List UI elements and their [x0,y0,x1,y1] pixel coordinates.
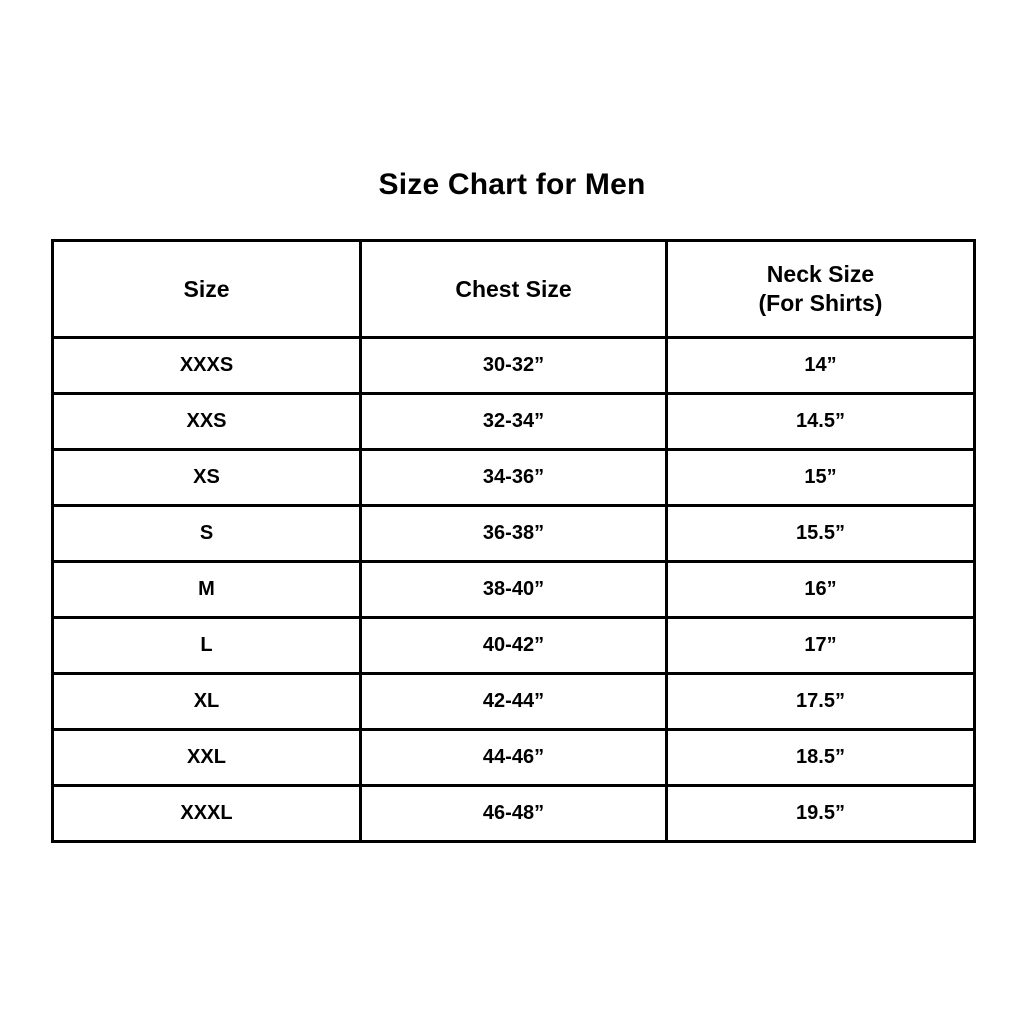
cell-size: XL [53,674,361,730]
cell-size: XXXL [53,786,361,842]
cell-neck: 15” [667,450,975,506]
table-row [53,338,975,394]
table-body [53,338,975,842]
column-header-size-label: Size [183,275,230,302]
size-chart-table [51,239,976,843]
cell-neck: 14” [667,338,975,394]
cell-chest: 42-44” [361,674,667,730]
cell-neck: 18.5” [667,730,975,786]
cell-size: L [53,618,361,674]
cell-size: XS [53,450,361,506]
table-row [53,674,975,730]
cell-chest: 46-48” [361,786,667,842]
cell-chest: 44-46” [361,730,667,786]
cell-neck: 17.5” [667,674,975,730]
table-row [53,450,975,506]
cell-neck: 16” [667,562,975,618]
table-header-row [53,241,975,338]
cell-chest: 40-42” [361,618,667,674]
table-row [53,730,975,786]
cell-chest: 30-32” [361,338,667,394]
column-header-size [53,241,361,338]
cell-size: XXS [53,394,361,450]
cell-size: M [53,562,361,618]
table-header [53,241,975,338]
cell-chest: 38-40” [361,562,667,618]
table-row [53,506,975,562]
table-row [53,394,975,450]
column-header-chest-size-label: Chest Size [455,275,572,302]
cell-chest: 34-36” [361,450,667,506]
table-row [53,786,975,842]
cell-neck: 17” [667,618,975,674]
table-row [53,562,975,618]
page-title: Size Chart for Men [378,168,646,201]
cell-size: XXXS [53,338,361,394]
column-header-neck-size-label: Neck Size [766,261,875,288]
cell-neck: 14.5” [667,394,975,450]
cell-chest: 36-38” [361,506,667,562]
column-header-neck-size [667,241,975,338]
cell-size: S [53,506,361,562]
table-row [53,618,975,674]
column-header-neck-size-sublabel: (For Shirts) [758,290,883,316]
cell-neck: 15.5” [667,506,975,562]
cell-size: XXL [53,730,361,786]
cell-chest: 32-34” [361,394,667,450]
cell-neck: 19.5” [667,786,975,842]
column-header-chest-size [361,241,667,338]
size-chart-table-container [51,239,973,843]
